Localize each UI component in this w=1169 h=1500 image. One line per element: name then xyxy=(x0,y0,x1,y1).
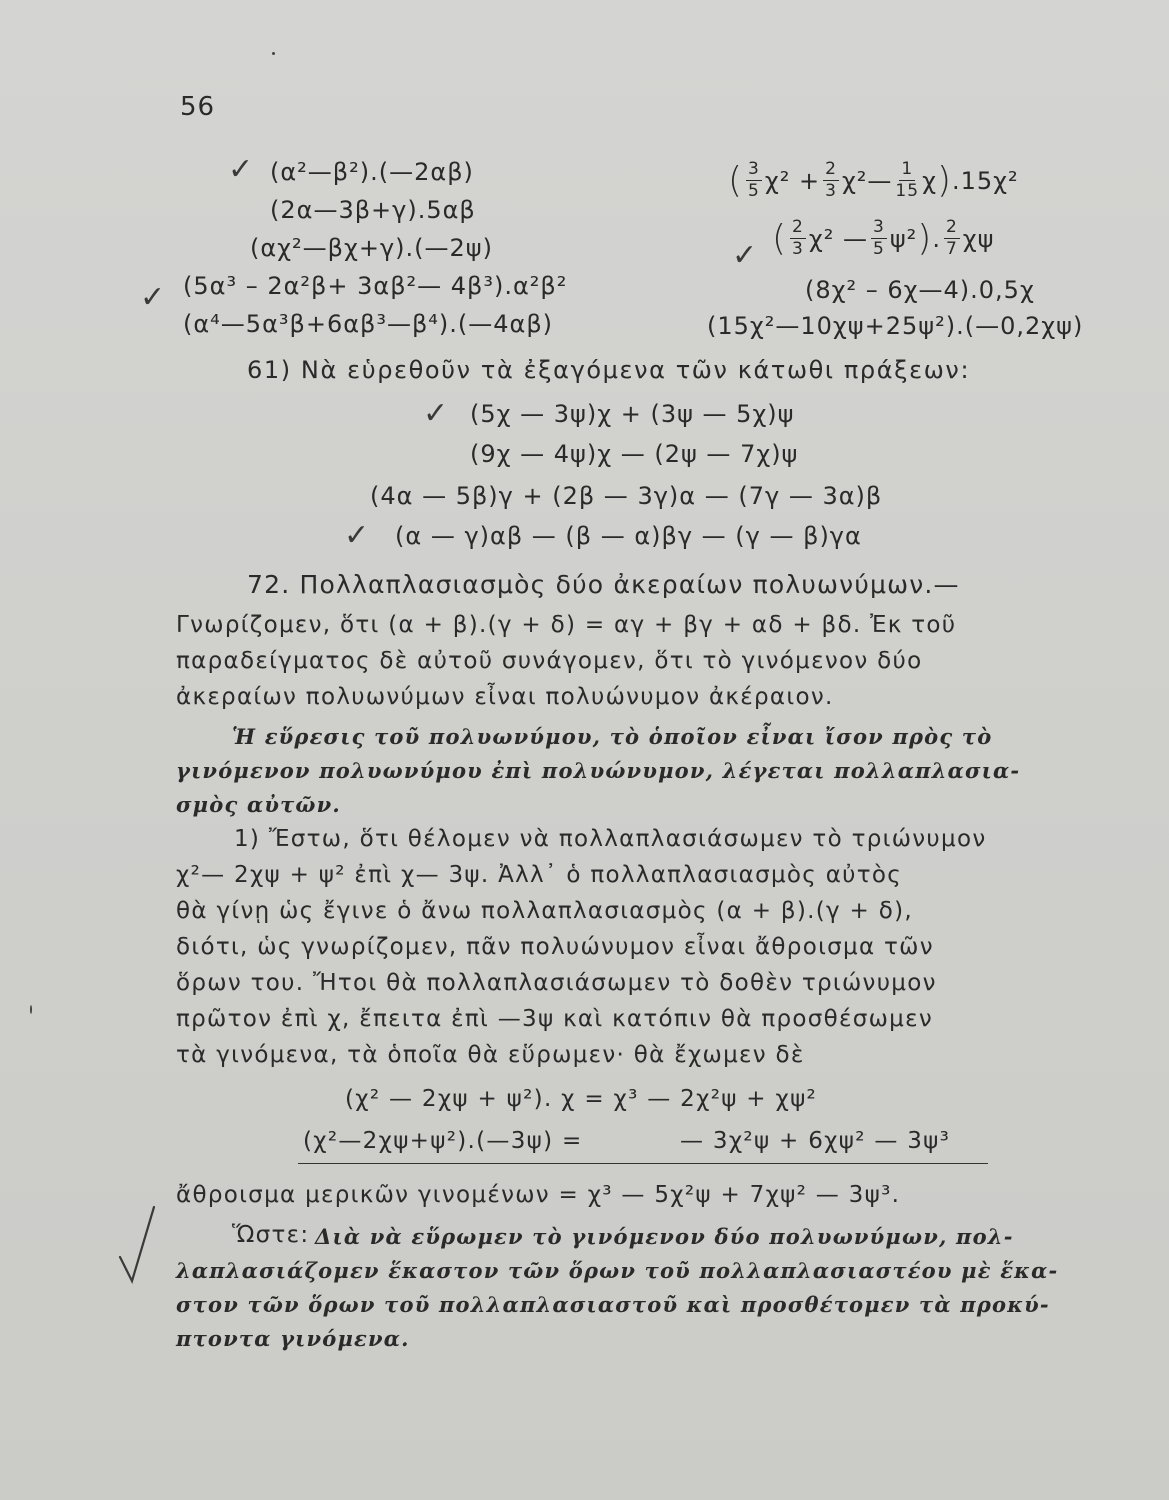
paragraph-line: ὅρων του. Ἤτοι θὰ πολλαπλασιάσωμεν τὸ δοθὲν τριώνυμον xyxy=(176,970,937,996)
exercise-61-item-3: (4α — 5β)γ + (2β — 3γ)α — (7γ — 3α)β xyxy=(370,482,883,510)
exercise-61-title: 61) Νὰ εὑρεθοῦν τὰ ἐξαγόμενα τῶν κάτωθι πράξεων: xyxy=(247,356,971,384)
definition-line: γινόμενον πολυωνύμου ἐπὶ πολυώνυμον, λέγεται πολλαπλασια- xyxy=(176,758,1021,783)
exercise-left-5: (α⁴—5α³β+6αβ³—β⁴).(—4αβ) xyxy=(183,310,554,338)
conclusion-lead: Ὥστε: xyxy=(232,1222,310,1248)
sum-rule xyxy=(298,1163,988,1164)
paragraph-line: πρῶτον ἐπὶ χ, ἔπειτα ἐπὶ —3ψ καὶ κατόπιν θὰ προσθέσωμεν xyxy=(176,1006,933,1032)
definition-line: Ἡ εὕρεσις τοῦ πολυωνύμου, τὸ ὁποῖον εἶναι ἴσον πρὸς τὸ xyxy=(232,724,993,749)
page-number: 56 xyxy=(180,92,216,122)
paragraph-line: τὰ γινόμενα, τὰ ὁποῖα θὰ εὕρωμεν· θὰ ἔχωμεν δὲ xyxy=(176,1042,805,1068)
calc-line-1: (χ² — 2χψ + ψ²). χ = χ³ — 2χ²ψ + χψ² xyxy=(345,1086,818,1112)
scan-speck xyxy=(272,52,275,55)
conclusion-line: πτοντα γινόμενα. xyxy=(176,1326,410,1351)
exercise-left-3: (αχ²—βχ+γ).(—2ψ) xyxy=(250,234,493,262)
paragraph-line: χ²— 2χψ + ψ² ἐπὶ χ— 3ψ. Ἀλλ᾽ ὁ πολλαπλασιασμὸς αὐτὸς xyxy=(176,862,903,888)
exercise-right-3: (8χ² – 6χ—4).0,5χ xyxy=(805,276,1035,304)
calc-line-2-left: (χ²—2χψ+ψ²).(—3ψ) = xyxy=(303,1128,583,1154)
conclusion-line: στον τῶν ὅρων τοῦ πολλαπλασιαστοῦ καὶ προσθέτομεν τὰ προκύ- xyxy=(176,1292,1050,1317)
scan-speck xyxy=(30,1005,32,1014)
paragraph-line: παραδείγματος δὲ αὐτοῦ συνάγομεν, ὅτι τὸ γινόμενον δύο xyxy=(176,648,923,674)
paragraph-line: θὰ γίνῃ ὡς ἔγινε ὁ ἄνω πολλαπλασιασμὸς (α + β).(γ + δ), xyxy=(176,898,913,924)
paragraph-line: 1) Ἔστω, ὅτι θέλομεν νὰ πολλαπλασιάσωμεν τὸ τριώνυμον xyxy=(234,826,987,852)
paragraph-line: Γνωρίζομεν, ὅτι (α + β).(γ + δ) = αγ + βγ + αδ + βδ. Ἐκ τοῦ xyxy=(176,612,957,638)
exercise-left-2: (2α—3β+γ).5αβ xyxy=(270,196,476,224)
exercise-61-item-1: (5χ — 3ψ)χ + (3ψ — 5χ)ψ xyxy=(470,400,795,428)
check-mark-icon: ✓ xyxy=(423,396,449,431)
check-mark-icon: ✓ xyxy=(732,238,758,273)
check-mark-icon: ✓ xyxy=(344,518,370,553)
definition-line: σμὸς αὐτῶν. xyxy=(176,792,341,817)
check-mark-icon: ✓ xyxy=(228,152,254,187)
exercise-right-1: ( $\frac{3}{5}$ χ² + $\frac{2}{3}$ χ²— $\frac{1}{15}$ χ ) .15χ² xyxy=(728,159,1019,201)
paragraph-line: ἀκεραίων πολυωνύμων εἶναι πολυώνυμον ἀκέραιον. xyxy=(176,684,834,710)
exercise-right-2: ( $\frac{2}{3}$ χ² — $\frac{3}{5}$ ψ² ) . $\frac{2}{7}$ χψ xyxy=(772,217,995,259)
large-check-mark-icon xyxy=(118,1205,158,1285)
check-mark-icon: ✓ xyxy=(140,280,166,315)
paragraph-line: διότι, ὡς γνωρίζομεν, πᾶν πολυώνυμον εἶναι ἄθροισμα τῶν xyxy=(176,934,934,960)
conclusion-line: λαπλασιάζομεν ἕκαστον τῶν ὅρων τοῦ πολλαπλασιαστέου μὲ ἕκα- xyxy=(176,1258,1059,1283)
exercise-61-item-4: (α — γ)αβ — (β — α)βγ — (γ — β)γα xyxy=(395,522,862,550)
exercise-right-4: (15χ²—10χψ+25ψ²).(—0,2χψ) xyxy=(707,312,1084,340)
conclusion-line: Διὰ νὰ εὕρωμεν τὸ γινόμενον δύο πολυωνύμων, πολ- xyxy=(315,1224,1014,1249)
exercise-61-item-2: (9χ — 4ψ)χ — (2ψ — 7χ)ψ xyxy=(470,440,799,468)
section-heading: 72. Πολλαπλασιασμὸς δύο ἀκεραίων πολυωνύμων.— xyxy=(247,570,960,599)
exercise-left-4: (5α³ – 2α²β+ 3αβ²— 4β³).α²β² xyxy=(183,272,568,300)
exercise-left-1: (α²—β²).(—2αβ) xyxy=(270,158,474,186)
calc-sum: ἄθροισμα μερικῶν γινομένων = χ³ — 5χ²ψ + 7χψ² — 3ψ³. xyxy=(176,1182,901,1208)
calc-line-2-right: — 3χ²ψ + 6χψ² — 3ψ³ xyxy=(680,1128,951,1154)
